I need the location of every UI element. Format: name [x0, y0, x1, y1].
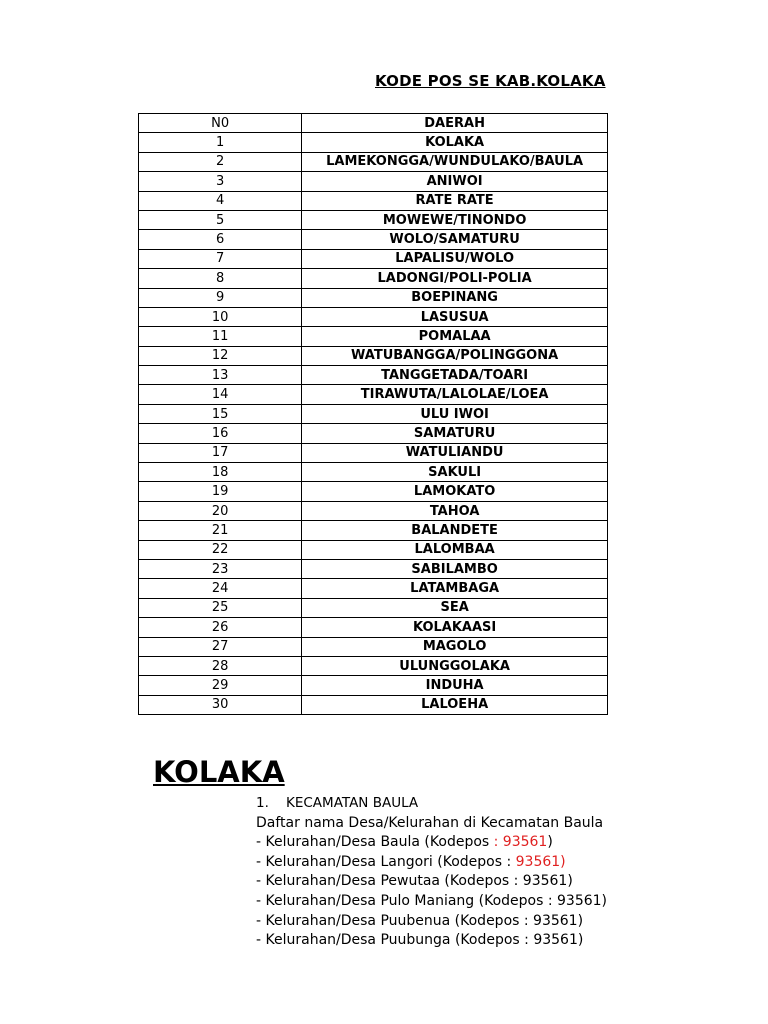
entry-line: [256, 872, 607, 892]
entry-line: [256, 853, 607, 873]
entry-postal-code: 93561): [515, 853, 566, 870]
subsection-heading: [256, 794, 607, 814]
table-row: [139, 249, 608, 268]
row-number: 24: [139, 579, 302, 598]
entry-suffix: ): [547, 834, 553, 851]
entry-line: [256, 931, 607, 951]
entry-postal-code: : 93561: [493, 834, 548, 851]
row-number: 2: [139, 152, 302, 171]
entry-text: - Kelurahan/Desa Pewutaa (Kodepos : 93561): [256, 873, 573, 890]
row-daerah: SAMATURU: [302, 424, 608, 443]
row-daerah: TIRAWUTA/LALOLAE/LOEA: [302, 385, 608, 404]
row-daerah: LAMOKATO: [302, 482, 608, 501]
table-row: [139, 346, 608, 365]
row-number: 15: [139, 404, 302, 423]
row-number: 21: [139, 521, 302, 540]
row-daerah: WATULIANDU: [302, 443, 608, 462]
table-row: [139, 210, 608, 229]
table-row: [139, 618, 608, 637]
row-number: 8: [139, 269, 302, 288]
table-row: [139, 695, 608, 714]
header-no: N0: [139, 114, 302, 133]
entry-text: - Kelurahan/Desa Pulo Maniang (Kodepos : 93561): [256, 892, 608, 909]
row-daerah: LAPALISU/WOLO: [302, 249, 608, 268]
row-number: 29: [139, 676, 302, 695]
row-number: 13: [139, 366, 302, 385]
entry-text: - Kelurahan/Desa Langori (Kodepos :: [256, 853, 516, 870]
row-daerah: KOLAKAASI: [302, 618, 608, 637]
table-header-row: [139, 114, 608, 133]
row-number: 4: [139, 191, 302, 210]
row-number: 20: [139, 501, 302, 520]
row-daerah: BALANDETE: [302, 521, 608, 540]
row-number: 11: [139, 327, 302, 346]
table-row: [139, 366, 608, 385]
table-row: [139, 288, 608, 307]
entry-line: [256, 833, 607, 853]
table-row: [139, 269, 608, 288]
table-row: [139, 637, 608, 656]
row-daerah: LALOMBAA: [302, 540, 608, 559]
postal-code-table: [138, 113, 608, 715]
entry-text: - Kelurahan/Desa Baula (Kodepos: [256, 834, 494, 851]
row-daerah: LADONGI/POLI-POLIA: [302, 269, 608, 288]
header-daerah: DAERAH: [302, 114, 608, 133]
row-daerah: POMALAA: [302, 327, 608, 346]
row-number: 5: [139, 210, 302, 229]
row-number: 17: [139, 443, 302, 462]
row-number: 12: [139, 346, 302, 365]
row-daerah: TAHOA: [302, 501, 608, 520]
row-daerah: RATE RATE: [302, 191, 608, 210]
row-daerah: LATAMBAGA: [302, 579, 608, 598]
row-daerah: ULUNGGOLAKA: [302, 656, 608, 675]
row-daerah: SEA: [302, 598, 608, 617]
table-row: [139, 152, 608, 171]
document-title: KODE POS SE KAB.KOLAKA: [375, 72, 606, 90]
table-row: [139, 172, 608, 191]
row-daerah: WOLO/SAMATURU: [302, 230, 608, 249]
table-row: [139, 385, 608, 404]
table-row: [139, 404, 608, 423]
row-daerah: BOEPINANG: [302, 288, 608, 307]
table-body: [139, 133, 608, 715]
row-number: 22: [139, 540, 302, 559]
row-number: 30: [139, 695, 302, 714]
row-daerah: INDUHA: [302, 676, 608, 695]
table-row: [139, 501, 608, 520]
row-number: 26: [139, 618, 302, 637]
row-number: 28: [139, 656, 302, 675]
entry-text: - Kelurahan/Desa Puubenua (Kodepos : 93561): [256, 912, 584, 929]
row-daerah: TANGGETADA/TOARI: [302, 366, 608, 385]
intro-text: Daftar nama Desa/Kelurahan di Kecamatan Baula: [256, 814, 604, 831]
row-number: 1: [139, 133, 302, 152]
table-row: [139, 463, 608, 482]
table-row: [139, 327, 608, 346]
row-number: 16: [139, 424, 302, 443]
table-row: [139, 424, 608, 443]
row-number: 19: [139, 482, 302, 501]
section-heading: KOLAKA: [153, 755, 285, 789]
row-daerah: MOWEWE/TINONDO: [302, 210, 608, 229]
table-row: [139, 307, 608, 326]
row-number: 9: [139, 288, 302, 307]
table-row: [139, 521, 608, 540]
row-daerah: ANIWOI: [302, 172, 608, 191]
row-number: 14: [139, 385, 302, 404]
entry-list: [256, 833, 607, 951]
row-daerah: MAGOLO: [302, 637, 608, 656]
row-daerah: SABILAMBO: [302, 559, 608, 578]
table-row: [139, 540, 608, 559]
subsection-number: 1.: [256, 795, 269, 811]
row-daerah: ULU IWOI: [302, 404, 608, 423]
table-row: [139, 230, 608, 249]
table-row: [139, 191, 608, 210]
row-daerah: KOLAKA: [302, 133, 608, 152]
entry-text: - Kelurahan/Desa Puubunga (Kodepos : 93561): [256, 932, 584, 949]
table-row: [139, 133, 608, 152]
row-number: 10: [139, 307, 302, 326]
row-daerah: LAMEKONGGA/WUNDULAKO/BAULA: [302, 152, 608, 171]
entry-line: [256, 912, 607, 932]
row-daerah: LASUSUA: [302, 307, 608, 326]
row-daerah: SAKULI: [302, 463, 608, 482]
subsection-title: KECAMATAN BAULA: [286, 795, 419, 811]
table-row: [139, 443, 608, 462]
table-row: [139, 579, 608, 598]
row-number: 25: [139, 598, 302, 617]
kecamatan-detail: [256, 794, 607, 951]
table-row: [139, 598, 608, 617]
row-number: 18: [139, 463, 302, 482]
table-row: [139, 656, 608, 675]
row-number: 3: [139, 172, 302, 191]
table-row: [139, 559, 608, 578]
row-number: 23: [139, 559, 302, 578]
row-number: 27: [139, 637, 302, 656]
row-daerah: LALOEHA: [302, 695, 608, 714]
row-daerah: WATUBANGGA/POLINGGONA: [302, 346, 608, 365]
entry-line: [256, 892, 607, 912]
row-number: 7: [139, 249, 302, 268]
table-row: [139, 482, 608, 501]
row-number: 6: [139, 230, 302, 249]
table-row: [139, 676, 608, 695]
